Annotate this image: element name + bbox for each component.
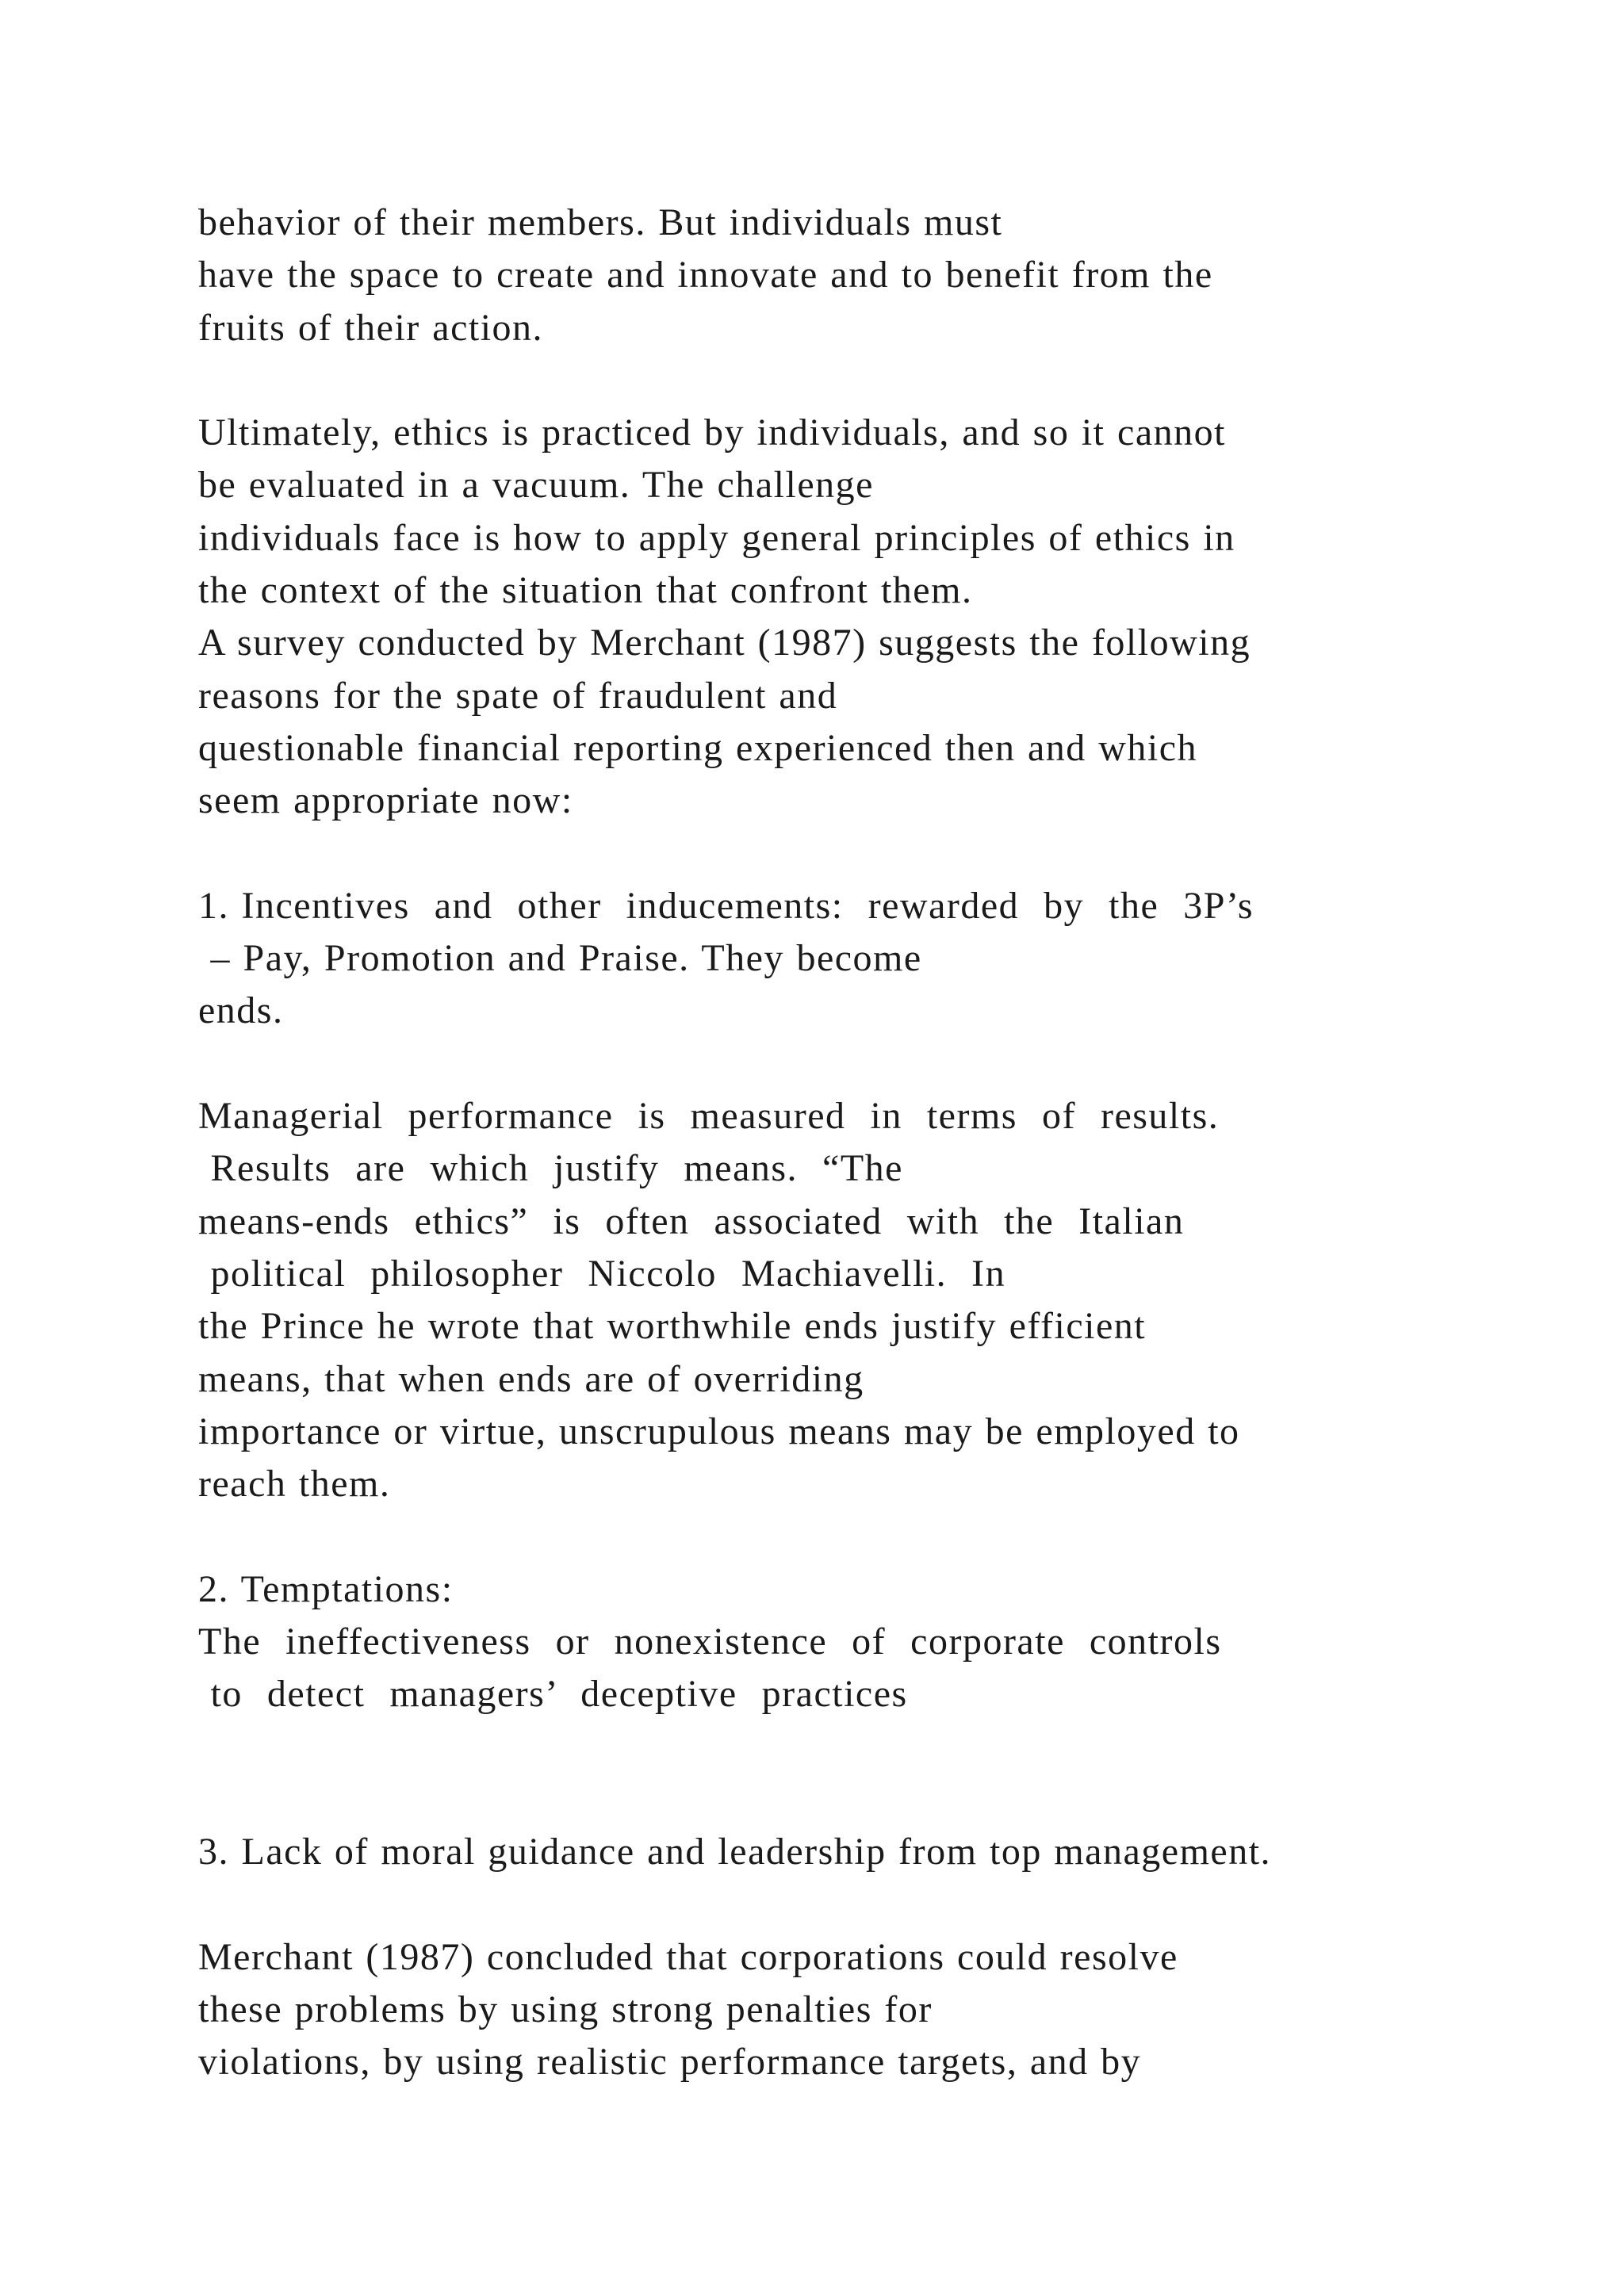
text-line: have the space to create and innovate and to benefit from the bbox=[198, 254, 1213, 297]
text-line: – Pay, Promotion and Praise. They become bbox=[198, 937, 922, 980]
text-line: means, that when ends are of overriding bbox=[198, 1357, 864, 1400]
text-line: questionable financial reporting experienced then and which bbox=[198, 726, 1198, 769]
text-line: individuals face is how to apply general principles of ethics in bbox=[198, 516, 1235, 559]
text-line: to detect managers’ deceptive practices bbox=[198, 1673, 908, 1716]
text-line: means-ends ethics” is often associated with the Italian bbox=[198, 1200, 1185, 1242]
text-line: importance or virtue, unscrupulous means may be employed to bbox=[198, 1410, 1240, 1452]
list-item-3: 3. Lack of moral guidance and leadership from top management. bbox=[198, 1831, 1272, 1873]
text-line: reach them. bbox=[198, 1463, 391, 1506]
text-line: The ineffectiveness or nonexistence of corporate controls bbox=[198, 1621, 1222, 1663]
text-line: the Prince he wrote that worthwhile ends justify efficient bbox=[198, 1305, 1147, 1348]
text-line: these problems by using strong penalties for bbox=[198, 1988, 933, 2031]
list-item-1: 1. Incentives and other inducements: rewarded by the 3P’s bbox=[198, 884, 1254, 927]
blank-line bbox=[198, 1038, 1594, 1090]
text-line: be evaluated in a vacuum. The challenge bbox=[198, 464, 874, 507]
text-line: behavior of their members. But individuals must bbox=[198, 201, 1003, 243]
text-line: Managerial performance is measured in terms of results. bbox=[198, 1095, 1220, 1138]
blank-line bbox=[198, 828, 1594, 880]
text-line: Merchant (1987) concluded that corporations could resolve bbox=[198, 1935, 1178, 1978]
text-line: Ultimately, ethics is practiced by individuals, and so it cannot bbox=[198, 411, 1226, 454]
blank-line bbox=[198, 1510, 1594, 1563]
blank-line bbox=[198, 1879, 1594, 1931]
text-line: A survey conducted by Merchant (1987) suggests the following bbox=[198, 622, 1251, 664]
text-line: seem appropriate now: bbox=[198, 779, 573, 822]
text-line: violations, by using realistic performance targets, and by bbox=[198, 2041, 1142, 2084]
text-line: reasons for the spate of fraudulent and bbox=[198, 674, 838, 717]
text-line: Results are which justify means. “The bbox=[198, 1147, 903, 1190]
document-page bbox=[198, 197, 1594, 2089]
text-line: political philosopher Niccolo Machiavelli. In bbox=[198, 1252, 1006, 1295]
text-line: ends. bbox=[198, 989, 284, 1032]
blank-line bbox=[198, 1721, 1594, 1774]
text-line: fruits of their action. bbox=[198, 306, 544, 349]
blank-line bbox=[198, 1774, 1594, 1826]
text-line: the context of the situation that confront them. bbox=[198, 569, 973, 612]
list-item-2: 2. Temptations: bbox=[198, 1567, 454, 1610]
blank-line bbox=[198, 354, 1594, 407]
